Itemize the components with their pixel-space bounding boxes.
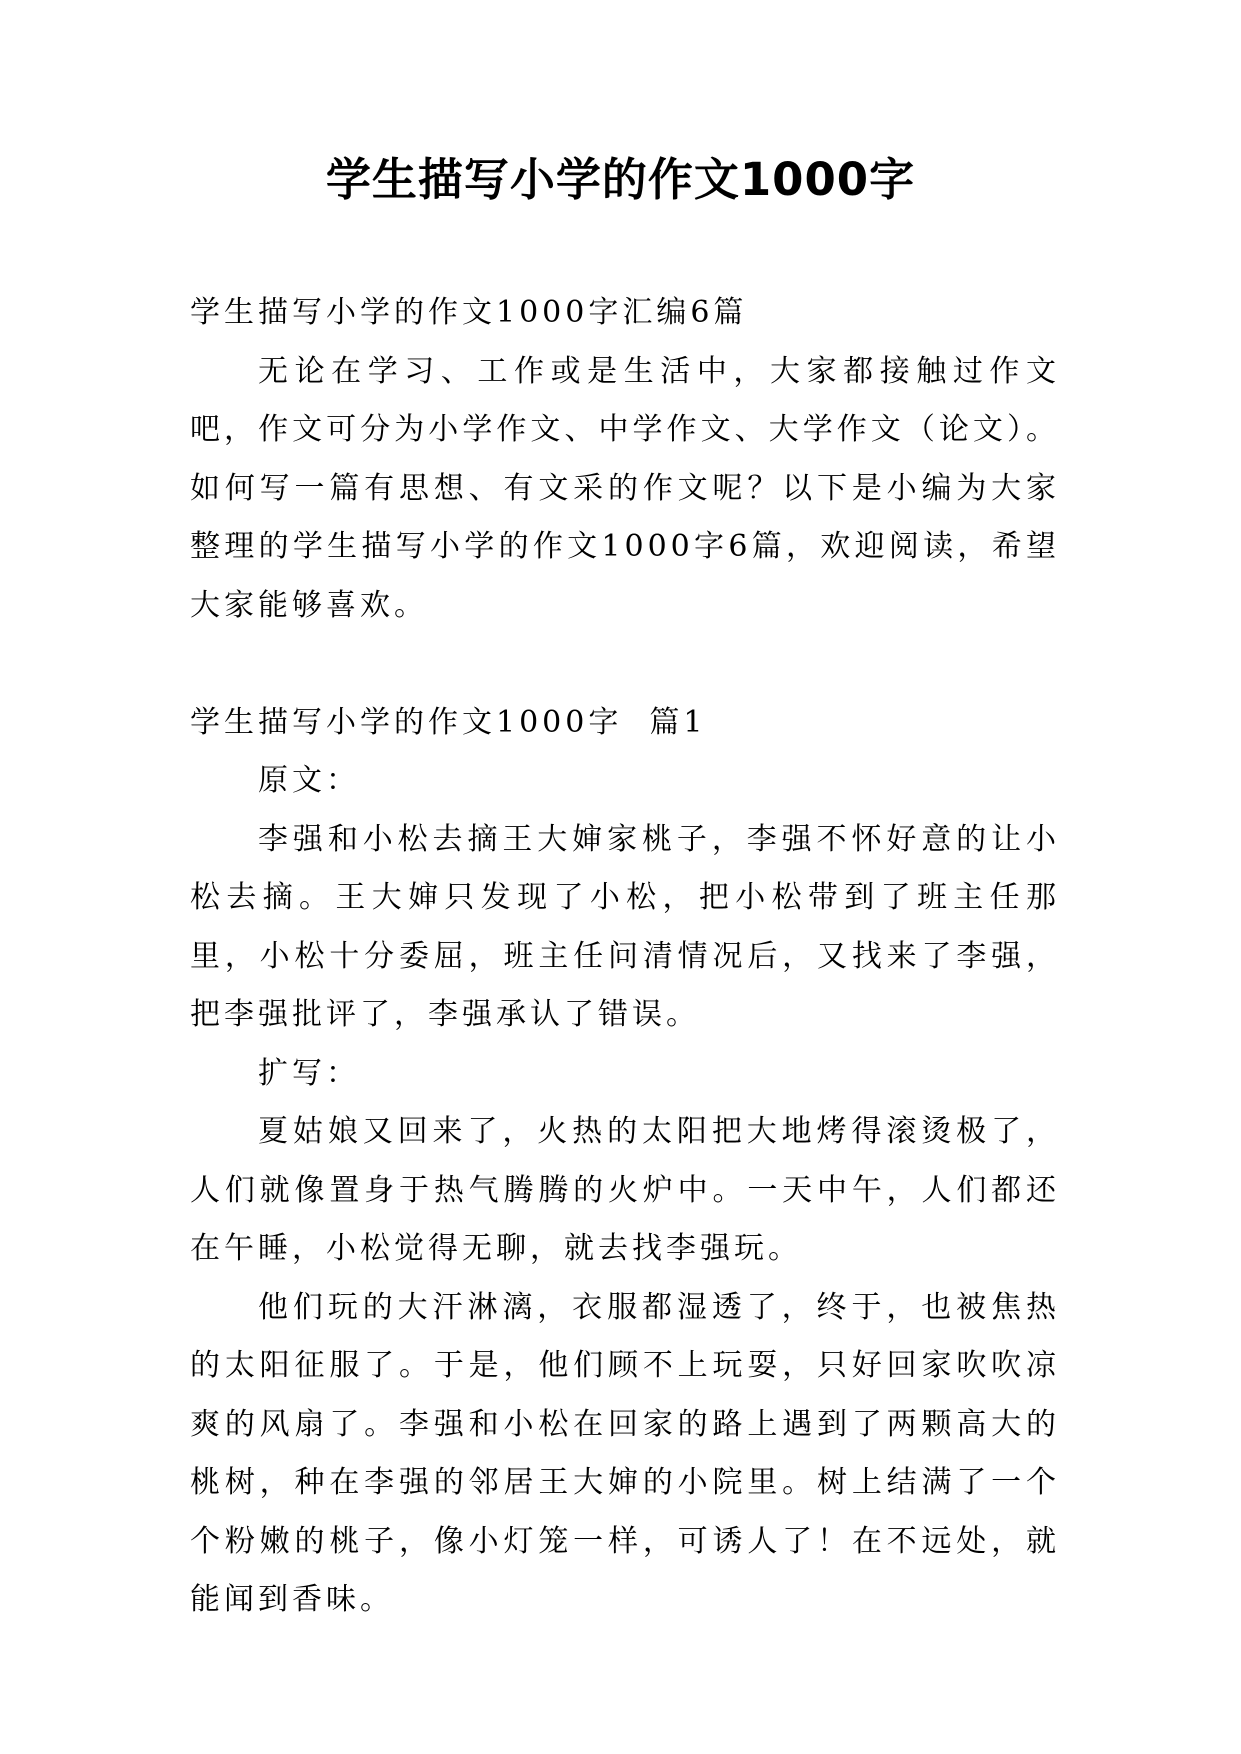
original-label: 原文： bbox=[258, 763, 360, 798]
original-paragraph: 李强和小松去摘王大婶家桃子，李强不怀好意的让小松去摘。王大婶只发现了小松，把小松带到了班主任那里，小松十分委屈，班主任问清情况后，又找来了李强，把李强批评了，李强承认了错误。 bbox=[190, 821, 1060, 1032]
section-spacer bbox=[190, 635, 1060, 694]
expanded-label: 扩写： bbox=[258, 1055, 360, 1091]
intro-paragraph: 无论在学习、工作或是生活中，大家都接触过作文吧，作文可分为小学作文、中学作文、大学作文（论文）。如何写一篇有思想、有文采的作文呢？以下是小编为大家整理的学生描写小学的作文1000字6篇，欢迎阅读，希望大家能够喜欢。 bbox=[190, 353, 1060, 623]
expanded-paragraph-2: 他们玩的大汗淋漓，衣服都湿透了，终于，也被焦热的太阳征服了。于是，他们顾不上玩耍，只好回家吹吹凉爽的风扇了。李强和小松在回家的路上遇到了两颗高大的桃树，种在李强的邻居王大婶的小院里。树上结满了一个个粉嫩的桃子，像小灯笼一样，可诱人了！在不远处，就能闻到香味。 bbox=[190, 1289, 1060, 1617]
document-body bbox=[190, 284, 1060, 1630]
expanded-paragraph-1: 夏姑娘又回来了，火热的太阳把大地烤得滚烫极了，人们就像置身于热气腾腾的火炉中。一天中午，人们都还在午睡，小松觉得无聊，就去找李强玩。 bbox=[190, 1114, 1060, 1266]
document-title: 学生描写小学的作文1000字 bbox=[325, 153, 916, 206]
section-heading: 学生描写小学的作文1000字 篇1 bbox=[190, 704, 707, 740]
collection-heading: 学生描写小学的作文1000字汇编6篇 bbox=[190, 295, 748, 330]
